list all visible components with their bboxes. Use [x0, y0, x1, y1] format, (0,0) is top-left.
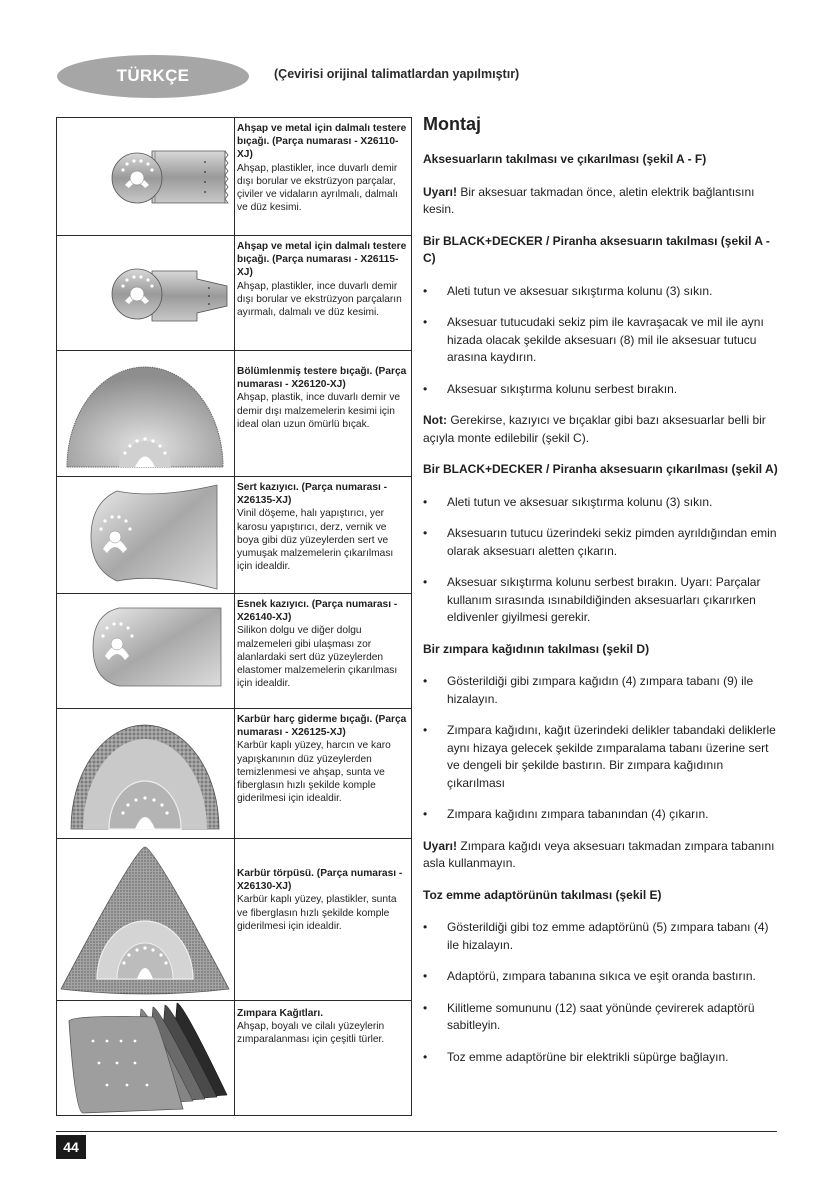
accessory-row: [57, 350, 411, 477]
page-number: 44: [56, 1135, 86, 1159]
accessory-text: Ahşap, plastikler, ince duvarlı demir dışı borular ve ekstrüzyon parçalar, çiviler ve vidaların ayrılmalı, dalmalı ve düz kesimi.: [237, 162, 398, 214]
list-item: • Aleti tutun ve aksesuar sıkıştırma kolunu (3) sıkın.: [423, 494, 780, 512]
footer-divider: [56, 1131, 777, 1132]
accessories-table: [56, 117, 412, 1116]
accessory-row: [57, 838, 411, 1001]
accessory-row: [57, 235, 411, 351]
instruction-list: [423, 494, 780, 627]
accessory-title: Karbür harç giderme bıçağı. (Parça numarası - X26125-XJ): [237, 714, 407, 739]
warning-label: Uyarı!: [423, 184, 458, 199]
subsection-heading: Bir BLACK+DECKER / Piranha aksesuarın takılması (şekil A - C): [423, 233, 770, 265]
note-text: Gerekirse, kazıyıcı ve bıçaklar gibi bazı aksesuarlar belli bir açıyla monte edilebilir (şekil C).: [423, 413, 766, 445]
flexible-scraper-image: [57, 594, 235, 709]
subsection-heading: Bir zımpara kağıdının takılması (şekil D): [423, 641, 650, 656]
accessory-description: [237, 598, 407, 690]
accessory-description: [237, 365, 407, 431]
list-item: • Aleti tutun ve aksesuar sıkıştırma kolunu (3) sıkın.: [423, 283, 780, 301]
list-item: • Aksesuar sıkıştırma kolunu serbest bırakın. Uyarı: Parçalar kullanım sırasında ısınabildiğinden aksesuarları çıkarırken eldivenler giyilmesi gerekir.: [423, 574, 780, 627]
list-item: • Zımpara kağıdını zımpara tabanından (4) çıkarın.: [423, 806, 780, 824]
carbide-rasp-image: [57, 839, 235, 1001]
language-label: TÜRKÇE: [116, 66, 190, 85]
list-item: • Kilitleme somununu (12) saat yönünde çevirerek adaptörü sabitleyin.: [423, 1000, 780, 1035]
accessory-row: [57, 593, 411, 709]
accessory-title: Bölümlenmiş testere bıçağı. (Parça numarası - X26120-XJ): [237, 366, 407, 391]
accessory-description: [237, 481, 407, 573]
accessory-text: Karbür kaplı yüzey, plastikler, sunta ve fiberglasın hızlı şekilde komple giderilmesi için idealdir.: [237, 894, 397, 932]
accessory-row: [57, 708, 411, 839]
accessory-description: [237, 713, 407, 805]
warning-label: Uyarı!: [423, 838, 458, 853]
sanding-sheets-image: [57, 1001, 235, 1116]
warning-paragraph: [423, 184, 780, 219]
subsection-heading: Aksesuarların takılması ve çıkarılması (şekil A - F): [423, 152, 707, 166]
list-item: • Zımpara kağıdını, kağıt üzerindeki delikler tabandaki deliklerle aynı hizaya gelecek şekilde zımparalama tabanı üzerine sert ve dengeli bir şekilde bastırın. Bir zımpara kağıdının çıkarılması: [423, 722, 780, 792]
rigid-scraper-image: [57, 477, 235, 594]
accessory-title: Ahşap ve metal için dalmalı testere bıçağı. (Parça numarası - X26115-XJ): [237, 241, 407, 279]
list-item: • Adaptörü, zımpara tabanına sıkıca ve eşit oranda bastırın.: [423, 968, 780, 986]
instruction-list: [423, 919, 780, 1066]
note-label: Not:: [423, 413, 447, 427]
plunge-blade-image: [57, 118, 235, 235]
accessory-text: Ahşap, plastikler, ince duvarlı demir dışı borular ve ekstrüzyon parçaların ayırmalı, dalmalı ve düz kesimi.: [237, 280, 402, 319]
segmented-blade-image: [57, 351, 235, 477]
instruction-list: [423, 673, 780, 824]
note-paragraph: [423, 412, 780, 447]
subsection-heading: Bir BLACK+DECKER / Piranha aksesuarın çıkarılması (şekil A): [423, 462, 778, 476]
list-item: • Aksesuar sıkıştırma kolunu serbest bırakın.: [423, 381, 780, 399]
warning-text: Zımpara kağıdı veya aksesuarı takmadan zımpara tabanını asla kullanmayın.: [423, 838, 775, 870]
accessory-text: Vinil döşeme, halı yapıştırıcı, yer karosu yapıştırıcı, derz, vernik ve boya gibi düz yüzeylerden sert ve yumuşak malzemelerin çıkarılması için idealdir.: [237, 508, 394, 573]
carbide-grout-blade-image: [57, 709, 235, 839]
warning-paragraph: [423, 838, 780, 873]
list-item: • Gösterildiği gibi zımpara kağıdın (4) zımpara tabanı (9) ile hizalayın.: [423, 673, 780, 708]
list-item: • Toz emme adaptörüne bir elektrikli süpürge bağlayın.: [423, 1049, 780, 1067]
accessory-description: [237, 240, 407, 319]
language-badge: [57, 55, 249, 98]
plunge-blade-narrow-image: [57, 236, 235, 351]
list-item: • Aksesuar tutucudaki sekiz pim ile kavraşacak ve mil ile aynı hizada olacak şekilde aksesuarı (8) mil ile aksesuar tutucu arasına kaydırın.: [423, 314, 780, 367]
accessory-row: [57, 476, 411, 594]
accessory-text: Silikon dolgu ve diğer dolgu malzemeleri gibi ulaşması zor alanlardaki sert düz yüzeylerden elastomer malzemelerin çıkarılması için idealdir.: [237, 625, 398, 690]
accessory-description: [237, 867, 407, 933]
section-title: Montaj: [423, 114, 481, 134]
accessory-title: Zımpara Kağıtları.: [237, 1008, 324, 1019]
instruction-list: [423, 283, 780, 399]
accessory-text: Ahşap, plastik, ince duvarlı demir ve demir dışı malzemelerin kesimi için ideal olan uzun ömürlü bıçak.: [237, 392, 401, 430]
accessory-row: [57, 1000, 411, 1116]
list-item: • Aksesuarın tutucu üzerindeki sekiz pimden ayrıldığından emin olarak aksesuarı aletten çıkarın.: [423, 525, 780, 560]
accessory-title: Karbür törpüsü. (Parça numarası - X26130-XJ): [237, 868, 403, 893]
accessory-text: Karbür kaplı yüzey, harcın ve karo yapışkanının düz yüzeylerden temizlenmesi ve ahşap, sunta ve fiberglasın hızlı şekilde komple giderilmesi için idealdir.: [237, 740, 391, 805]
accessory-description: [237, 122, 407, 214]
accessory-row: [57, 118, 411, 235]
accessory-title: Esnek kazıyıcı. (Parça numarası - X26140-XJ): [237, 599, 398, 624]
translation-note: (Çevirisi orijinal talimatlardan yapılmıştır): [274, 67, 520, 81]
assembly-section: [423, 113, 780, 1080]
accessory-title: Ahşap ve metal için dalmalı testere bıçağı. (Parça numarası - X26110-XJ): [237, 123, 407, 161]
list-item: • Gösterildiği gibi toz emme adaptörünü (5) zımpara tabanı (4) ile hizalayın.: [423, 919, 780, 954]
warning-text: Bir aksesuar takmadan önce, aletin elektrik bağlantısını kesin.: [423, 184, 755, 216]
subsection-heading: Toz emme adaptörünün takılması (şekil E): [423, 887, 662, 902]
accessory-title: Sert kazıyıcı. (Parça numarası -X26135-XJ): [237, 482, 388, 507]
accessory-description: [237, 1007, 407, 1047]
accessory-text: Ahşap, boyalı ve cilalı yüzeylerin zımparalanması için çeşitli türler.: [237, 1021, 385, 1046]
